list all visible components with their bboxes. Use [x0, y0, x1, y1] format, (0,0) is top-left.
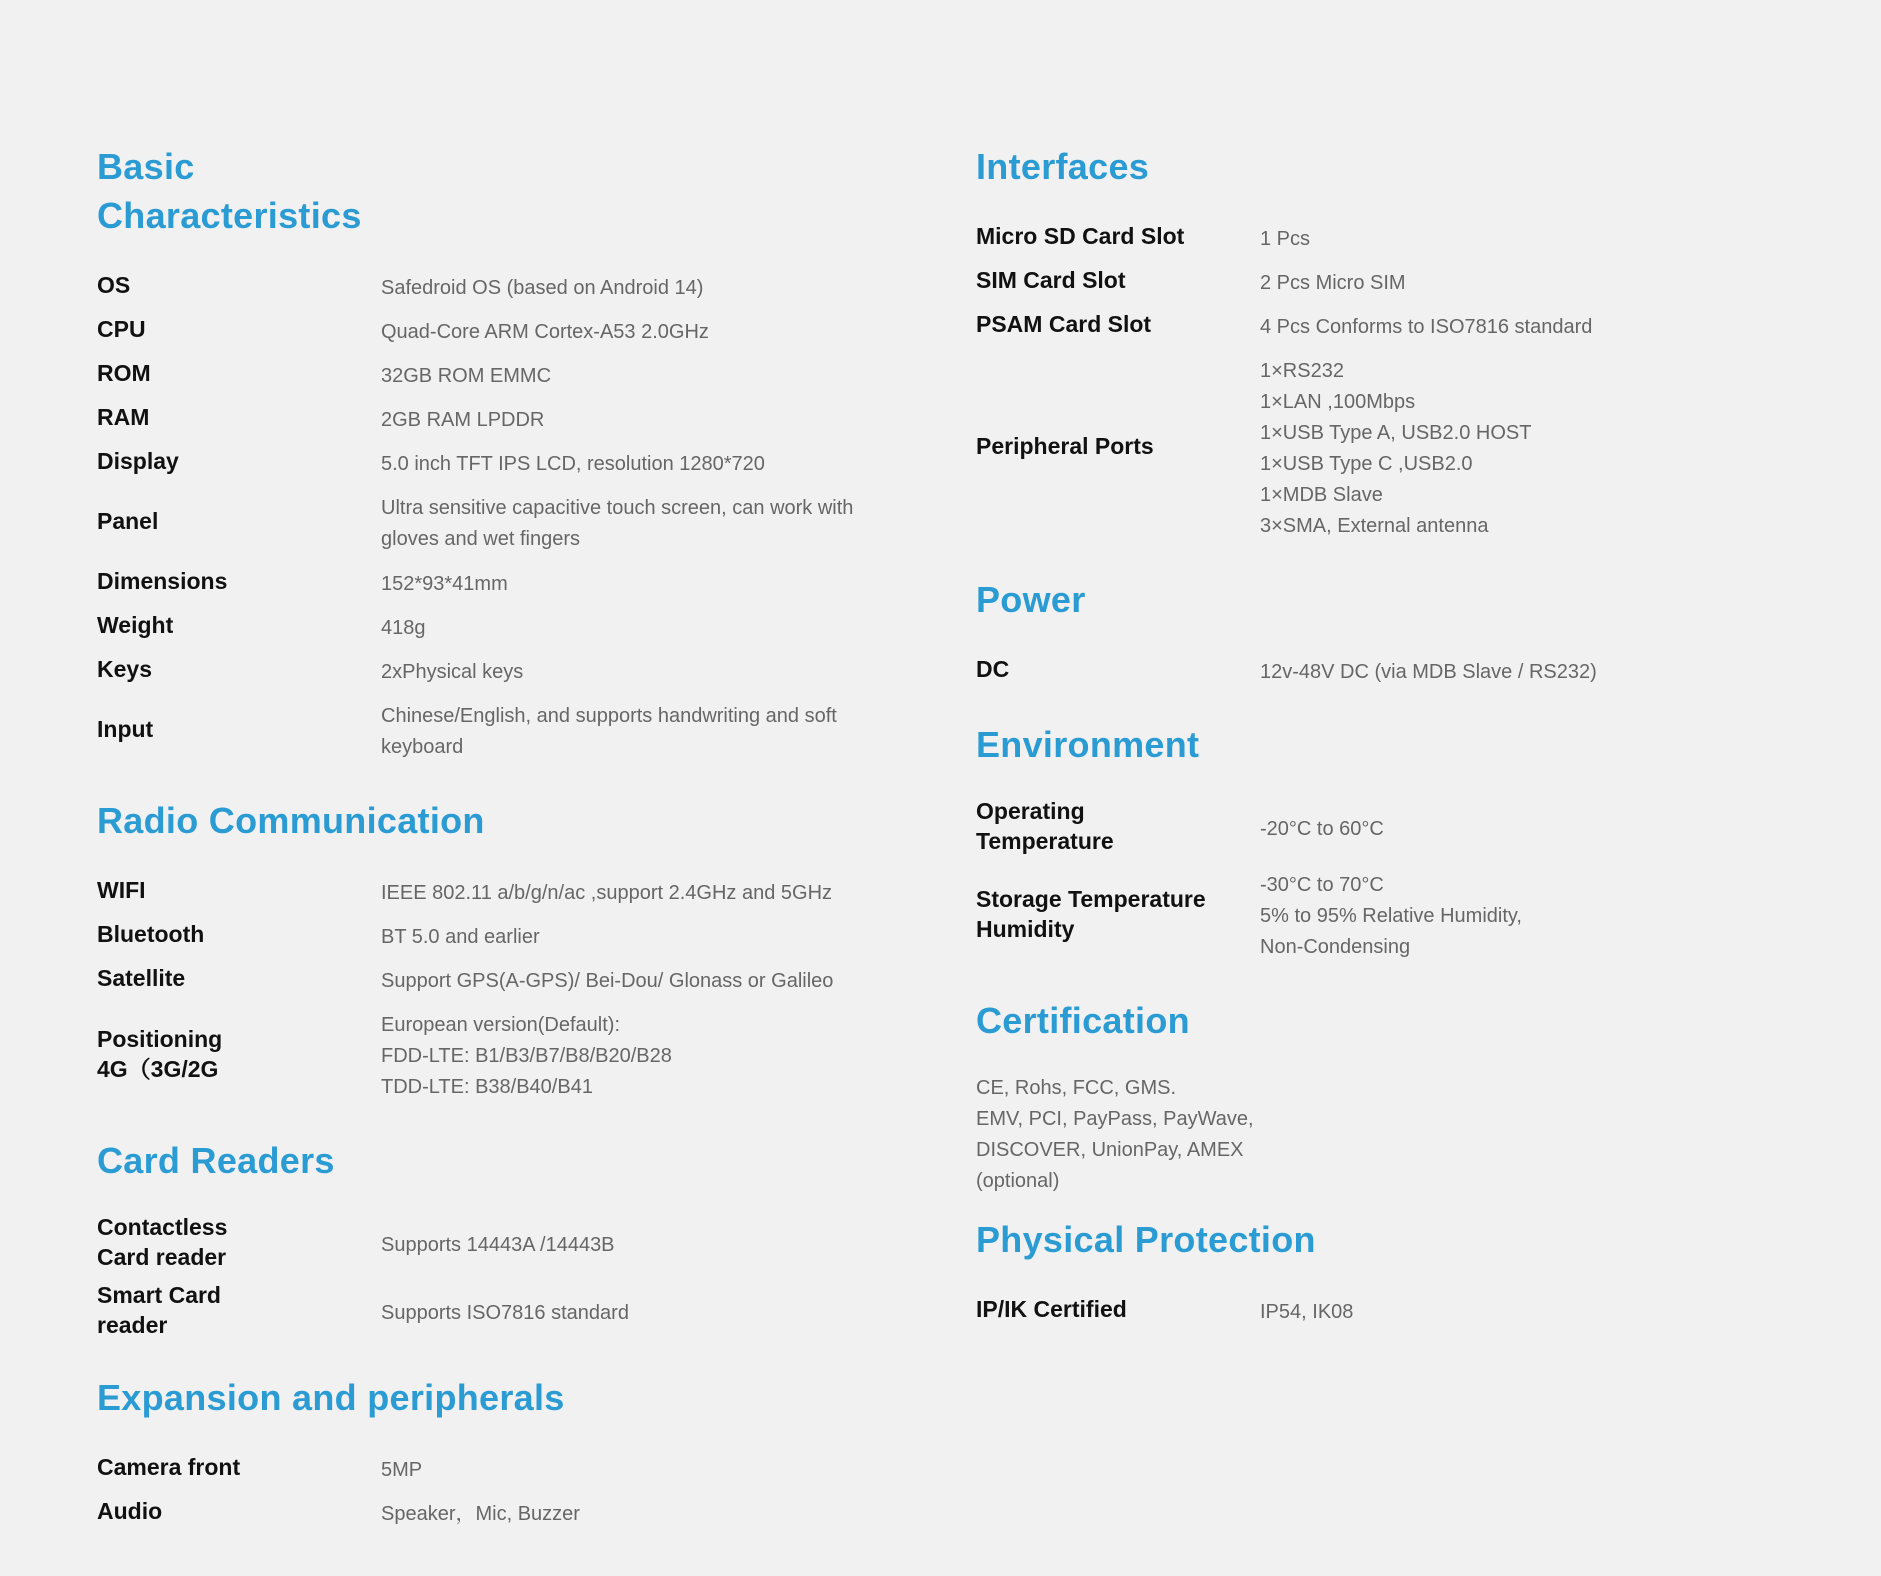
- spec-value: 4 Pcs Conforms to ISO7816 standard: [1260, 315, 1593, 338]
- spec-row-rom: [97, 351, 897, 395]
- spec-value: 1×RS232 1×LAN ,100Mbps 1×USB Type A, USB2.0 HOST 1×USB Type C ,USB2.0 1×MDB Slave 3×SMA, External antenna: [1260, 360, 1532, 537]
- spec-label: Satellite: [97, 965, 186, 991]
- section-power: [976, 575, 1836, 691]
- spec-value: 5MP: [381, 1458, 423, 1481]
- spec-value: 5.0 inch TFT IPS LCD, resolution 1280*720: [381, 452, 765, 475]
- spec-row-bluetooth: [97, 912, 897, 956]
- spec-row-ip-ik: [976, 1287, 1836, 1331]
- spec-row-positioning: [97, 1000, 897, 1107]
- spec-label: Storage Temperature Humidity: [976, 885, 1206, 942]
- section-title: Environment: [976, 724, 1200, 765]
- spec-value: 2 Pcs Micro SIM: [1260, 271, 1406, 294]
- spec-value: 12v-48V DC (via MDB Slave / RS232): [1260, 660, 1597, 683]
- spec-row-display: [97, 439, 897, 483]
- spec-row-dimensions: [97, 559, 897, 603]
- section-basic-characteristics: [97, 142, 897, 767]
- spec-row-peripheral-ports: [976, 346, 1836, 546]
- spec-row-micro-sd: [976, 214, 1836, 258]
- spec-value: 2GB RAM LPDDR: [381, 408, 545, 431]
- spec-label: DC: [976, 656, 1010, 682]
- certification-list: CE, Rohs, FCC, GMS. EMV, PCI, PayPass, PayWave, DISCOVER, UnionPay, AMEX (optional): [976, 1077, 1254, 1192]
- spec-label: Contactless Card reader: [97, 1214, 228, 1270]
- spec-row-satellite: [97, 956, 897, 1000]
- spec-row-storage-temp: [976, 860, 1836, 967]
- spec-value: 2xPhysical keys: [381, 660, 524, 683]
- spec-label: Peripheral Ports: [976, 433, 1154, 459]
- spec-row-sim: [976, 258, 1836, 302]
- spec-value: IEEE 802.11 a/b/g/n/ac ,support 2.4GHz and 5GHz: [381, 881, 833, 904]
- section-interfaces: [976, 142, 1836, 546]
- spec-label: PSAM Card Slot: [976, 311, 1152, 337]
- spec-label: Panel: [97, 508, 159, 534]
- spec-row-keys: [97, 647, 897, 691]
- spec-value: Supports ISO7816 standard: [381, 1301, 629, 1324]
- spec-row-smart-card: [97, 1276, 897, 1344]
- spec-value: BT 5.0 and earlier: [381, 925, 540, 948]
- section-expansion-peripherals: [97, 1373, 897, 1533]
- spec-row-contactless: [97, 1208, 897, 1276]
- spec-label: WIFI: [97, 877, 146, 903]
- spec-list: [97, 1445, 897, 1533]
- spec-row-wifi: [97, 868, 897, 912]
- spec-label: Audio: [97, 1498, 163, 1524]
- spec-label: Dimensions: [97, 568, 228, 594]
- spec-value: Supports 14443A /14443B: [381, 1233, 615, 1256]
- spec-value: 418g: [381, 616, 426, 639]
- section-title: Physical Protection: [976, 1219, 1316, 1260]
- section-title: Radio Communication: [97, 800, 485, 841]
- spec-label: IP/IK Certified: [976, 1296, 1127, 1322]
- spec-value: Ultra sensitive capacitive touch screen, can work with gloves and wet fingers: [381, 497, 854, 550]
- spec-label: RAM: [97, 404, 150, 430]
- spec-label: OS: [97, 272, 131, 298]
- spec-value: 32GB ROM EMMC: [381, 364, 552, 387]
- spec-list: [976, 647, 1836, 691]
- spec-list: [976, 792, 1836, 967]
- section-certification: [976, 996, 1836, 1197]
- spec-value: 1 Pcs: [1260, 227, 1311, 250]
- spec-label: Weight: [97, 612, 174, 638]
- spec-row-panel: [97, 483, 897, 559]
- spec-value: IP54, IK08: [1260, 1300, 1354, 1323]
- spec-label: Input: [97, 716, 154, 742]
- spec-label: SIM Card Slot: [976, 267, 1126, 293]
- section-title: Interfaces: [976, 146, 1150, 187]
- spec-label: Micro SD Card Slot: [976, 223, 1185, 249]
- section-card-readers: [97, 1136, 897, 1344]
- section-title: Basic Characteristics: [97, 146, 362, 236]
- spec-value: Safedroid OS (based on Android 14): [381, 276, 704, 299]
- spec-row-ram: [97, 395, 897, 439]
- spec-label: ROM: [97, 360, 151, 386]
- spec-list: [97, 263, 897, 767]
- section-physical-protection: [976, 1215, 1836, 1331]
- spec-list: [976, 1287, 1836, 1331]
- section-title: Expansion and peripherals: [97, 1377, 565, 1418]
- spec-value: Speaker，Mic, Buzzer: [381, 1502, 580, 1525]
- section-environment: [976, 720, 1836, 967]
- spec-row-weight: [97, 603, 897, 647]
- spec-label: Display: [97, 448, 179, 474]
- left-column: [97, 142, 897, 1562]
- spec-value: Chinese/English, and supports handwriting and soft keyboard: [381, 705, 837, 758]
- spec-label: Operating Temperature: [976, 798, 1114, 854]
- spec-list: [97, 1208, 897, 1344]
- spec-row-audio: [97, 1489, 897, 1533]
- section-title: Power: [976, 579, 1086, 620]
- section-radio-communication: [97, 796, 897, 1107]
- right-column: [976, 142, 1836, 1360]
- spec-row-camera: [97, 1445, 897, 1489]
- spec-value: Support GPS(A-GPS)/ Bei-Dou/ Glonass or Galileo: [381, 969, 834, 992]
- spec-value: European version(Default): FDD-LTE: B1/B3/B7/B8/B20/B28 TDD-LTE: B38/B40/B41: [381, 1014, 672, 1098]
- spec-value: -30°C to 70°C 5% to 95% Relative Humidity, Non-Condensing: [1260, 874, 1522, 958]
- spec-label: Positioning 4G（3G/2G: [97, 1025, 223, 1082]
- spec-row-cpu: [97, 307, 897, 351]
- section-title: Card Readers: [97, 1140, 335, 1181]
- spec-list: [976, 214, 1836, 546]
- spec-label: Keys: [97, 656, 152, 682]
- spec-value: 152*93*41mm: [381, 572, 508, 595]
- spec-row-os: [97, 263, 897, 307]
- section-title: Certification: [976, 1000, 1190, 1041]
- spec-row-operating-temp: [976, 792, 1836, 860]
- spec-list: [97, 868, 897, 1107]
- spec-row-input: [97, 691, 897, 767]
- spec-value: Quad-Core ARM Cortex-A53 2.0GHz: [381, 320, 709, 343]
- spec-row-psam: [976, 302, 1836, 346]
- spec-row-dc: [976, 647, 1836, 691]
- spec-label: Camera front: [97, 1454, 241, 1480]
- spec-label: Smart Card reader: [97, 1282, 221, 1338]
- spec-value: -20°C to 60°C: [1260, 817, 1384, 840]
- spec-label: CPU: [97, 316, 146, 342]
- spec-label: Bluetooth: [97, 921, 205, 947]
